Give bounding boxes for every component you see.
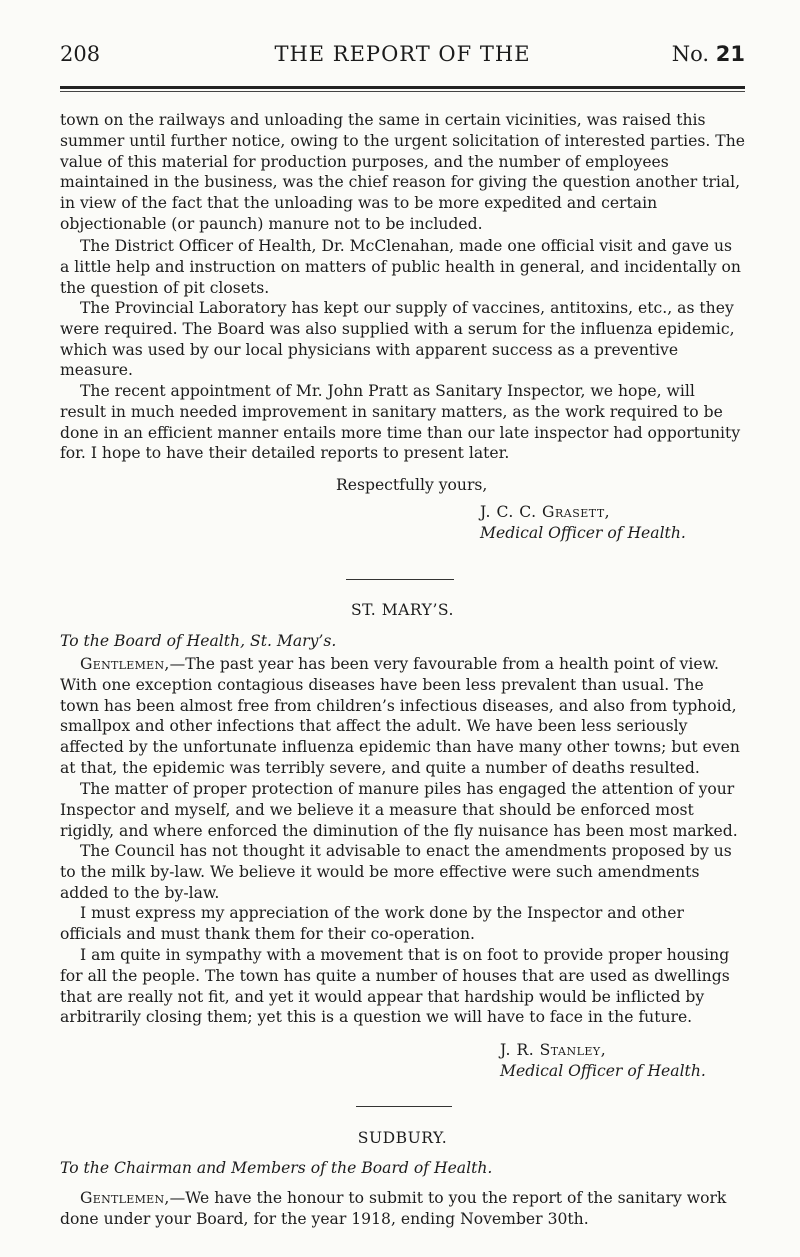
intro-paragraph-2: The District Officer of Health, Dr. McClenahan, made one official visit and gave us a little help and instruction on matters of public health in general, and incidentally on the question of pit closets. xyxy=(60,237,741,297)
intro-paragraph-4: The recent appointment of Mr. John Pratt as Sanitary Inspector, we hope, will result in much needed improvement in sanitary matters, as the work required to be done in an efficient manner entails more time than our late inspector had opportunity for. I hope to have their detailed reports to present later. xyxy=(60,382,741,463)
header-rule-thin xyxy=(60,91,745,92)
st-marys-paragraph-2: The matter of proper protection of manure piles has engaged the attention of your Inspector and myself, and we believe it a measure that should be enforced most rigidly, and where enforced the diminution of the fly nuisance has been most marked. xyxy=(60,780,738,840)
sudbury-address: To the Chairman and Members of the Board of Health. xyxy=(60,1159,493,1177)
intro-paragraph-1: town on the railways and unloading the same in certain vicinities, was raised this summer until further notice, owing to the urgent solicitation of interested parties. The value of this material for production purposes, and the number of employees maintained in the business, was the chief reason for giving the question another trial, in view of the fact that the unloading was to be more expedited and certain objectionable (or paunch) manure not to be included. xyxy=(60,111,745,233)
signature-block-grasett xyxy=(480,502,686,544)
issue-number-label: No. xyxy=(671,42,710,66)
sudbury-paragraph-1-text: —We have the honour to submit to you the report of the sanitary work done under your Board, for the year 1918, ending November 30th. xyxy=(60,1189,727,1228)
signer-role: Medical Officer of Health. xyxy=(500,1061,706,1080)
page-number: 208 xyxy=(60,42,101,66)
salutation: Gentlemen, xyxy=(80,655,170,673)
section-heading-sudbury: SUDBURY. xyxy=(357,1129,448,1147)
running-title: THE REPORT OF THE xyxy=(274,42,531,66)
intro-paragraph-3: The Provincial Laboratory has kept our supply of vaccines, antitoxins, etc., as they were required. The Board was also supplied with a serum for the influenza epidemic, which was used by our local physicians with apparent success as a preventive measure. xyxy=(60,299,735,380)
section-divider xyxy=(346,579,454,580)
st-marys-paragraph-5: I am quite in sympathy with a movement that is on foot to provide proper housing for all the people. The town has quite a number of houses that are used as dwellings that are really not fit, and yet it would appear that hardship would be inflicted by arbitrarily closing them; yet this is a question we will have to face in the future. xyxy=(60,946,730,1027)
issue-number-value: 21 xyxy=(715,42,745,66)
st-marys-paragraph-3: The Council has not thought it advisable to enact the amendments proposed by us to the milk by-law. We believe it would be more effective were such amendments added to the by-law. xyxy=(60,842,732,902)
st-marys-address: To the Board of Health, St. Mary’s. xyxy=(60,632,337,650)
st-marys-paragraph-4: I must express my appreciation of the work done by the Inspector and other officials and must thank them for their co-operation. xyxy=(60,904,684,943)
signature-block-stanley xyxy=(500,1040,706,1082)
issue-number xyxy=(672,42,745,66)
st-marys-paragraph-1-text: —The past year has been very favourable from a health point of view. With one exception contagious diseases have been less prevalent than usual. The town has been almost free from children’s infectious diseases, and also from typhoid, smallpox and other infections that affect the adult. We have been less seriously affected by the unfortunate influenza epidemic than have many other towns; but even at that, the epidemic was terribly severe, and quite a number of deaths resulted. xyxy=(60,655,740,777)
section-heading-st-marys: ST. MARY’S. xyxy=(350,601,455,619)
closing-line: Respectfully yours, xyxy=(336,476,488,494)
salutation: Gentlemen, xyxy=(80,1189,170,1207)
header-rule-thick xyxy=(60,86,745,89)
signer-name: J. R. Stanley, xyxy=(500,1041,607,1059)
section-divider xyxy=(356,1106,452,1107)
signer-role: Medical Officer of Health. xyxy=(480,523,686,542)
sudbury-paragraph-1 xyxy=(60,1188,745,1230)
st-marys-paragraph-1 xyxy=(60,654,745,779)
signer-name: J. C. C. Grasett, xyxy=(480,503,611,521)
page-header xyxy=(60,42,745,76)
